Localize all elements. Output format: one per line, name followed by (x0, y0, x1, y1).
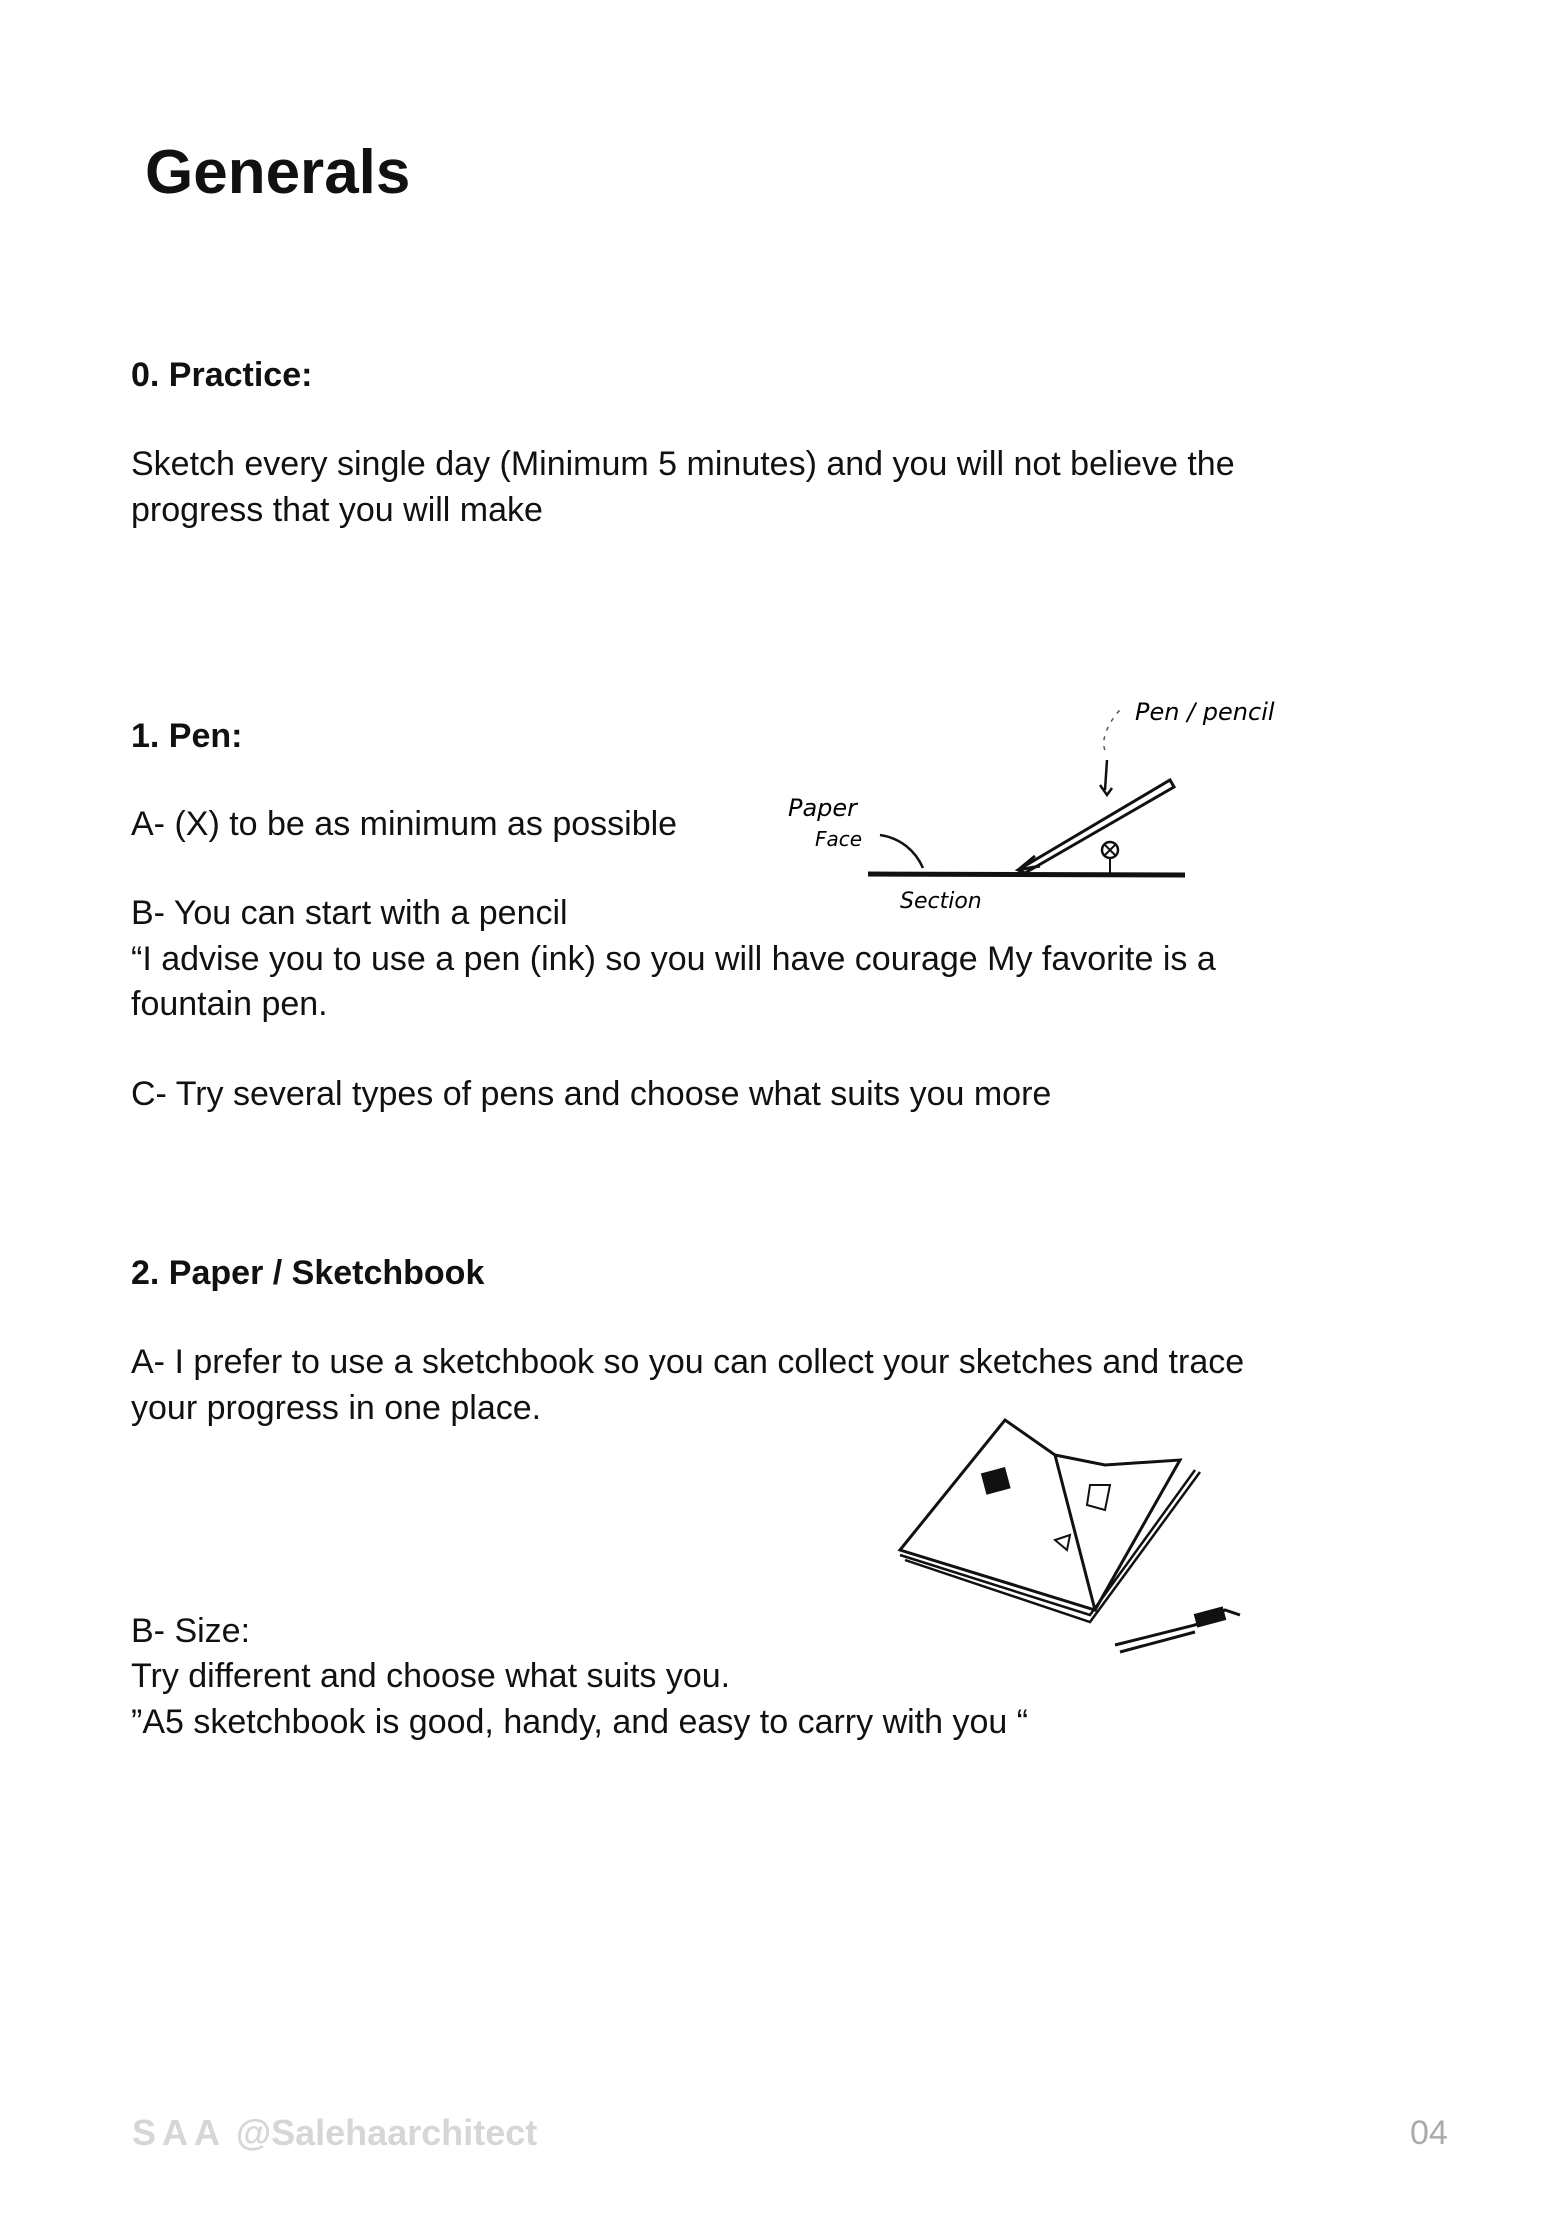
sketchbook-sketch (895, 1410, 1275, 1660)
paragraph-line: “I advise you to use a pen (ink) so you will have courage My favorite is a (131, 940, 1216, 978)
paragraph-line: ”A5 sketchbook is good, handy, and easy to carry with you “ (131, 1703, 1029, 1741)
footer-brand (132, 2112, 537, 2154)
paragraph-line: C- Try several types of pens and choose what suits you more (131, 1075, 1052, 1113)
social-handle: @Salehaarchitect (236, 2112, 538, 2153)
section-heading-paper: 2. Paper / Sketchbook (131, 1254, 485, 1292)
brand-logo: SAA (132, 2112, 227, 2153)
paragraph-line: B- You can start with a pencil (131, 894, 568, 932)
paragraph-line: Try different and choose what suits you. (131, 1657, 731, 1695)
paragraph-line: A- (X) to be as minimum as possible (131, 805, 678, 843)
page-title: Generals (145, 138, 411, 207)
paragraph-line: Sketch every single day (Minimum 5 minutes) and you will not believe the (131, 445, 1235, 483)
section-heading-practice: 0. Practice: (131, 356, 313, 394)
section-heading-pen: 1. Pen: (131, 717, 243, 755)
paragraph-line: B- Size: (131, 1612, 251, 1650)
page-number: 04 (1410, 2114, 1448, 2152)
label-section: Section (900, 889, 982, 914)
paragraph-line: fountain pen. (131, 985, 328, 1023)
paragraph-line: progress that you will make (131, 491, 543, 529)
paragraph-line: your progress in one place. (131, 1389, 542, 1427)
label-paper: Paper (788, 794, 858, 822)
label-face: Face (815, 827, 863, 851)
paragraph-line: A- I prefer to use a sketchbook so you can collect your sketches and trace (131, 1343, 1245, 1381)
pen-angle-sketch (760, 680, 1460, 920)
label-pen-pencil: Pen / pencil (1135, 698, 1275, 726)
